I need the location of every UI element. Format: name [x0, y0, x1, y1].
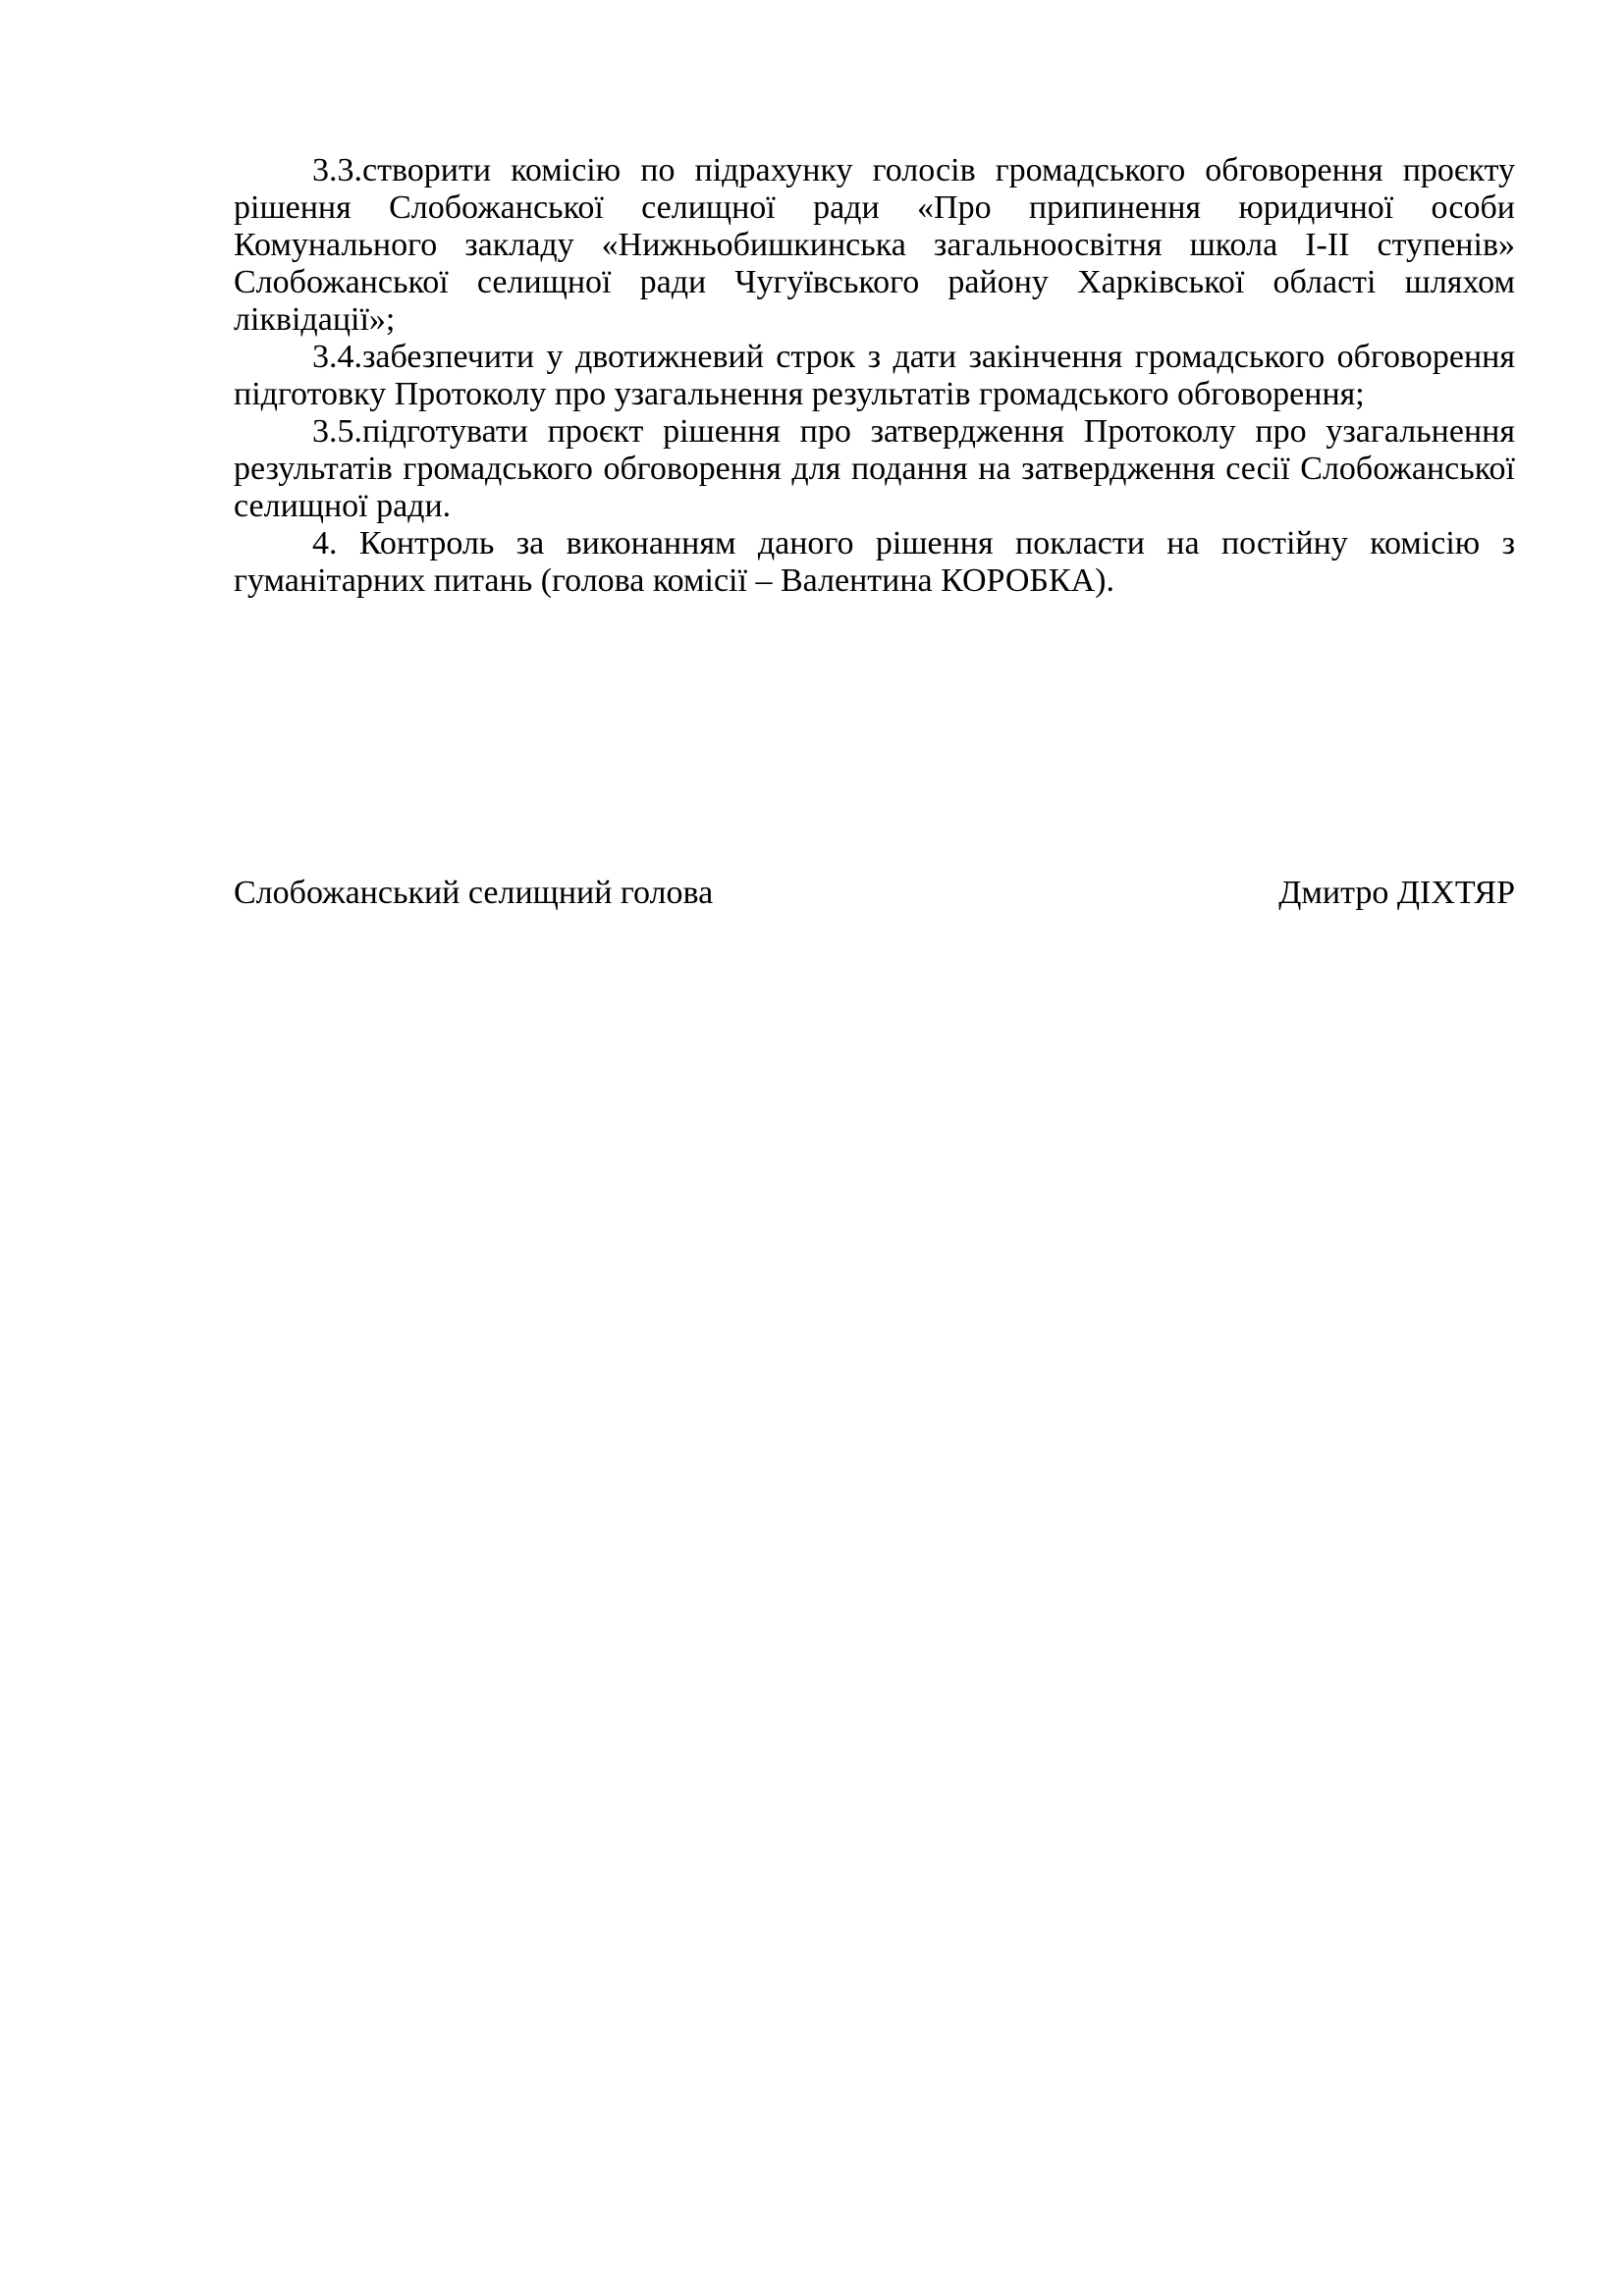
paragraph-3-3: 3.3.створити комісію по підрахунку голосів громадського обговорення проєкту рішення Слобожанської селищної ради «Про припинення юридичної особи Комунального закладу «Нижньобишкинська загальноосвітня школа І-ІІ ступенів» Слобожанської селищної ради Чугуївського району Харківської області шляхом ліквідації»;: [234, 152, 1515, 338]
paragraph-4: 4. Контроль за виконанням даного рішення покласти на постійну комісію з гуманітарних питань (голова комісії – Валентина КОРОБКА).: [234, 525, 1515, 599]
document-body: [234, 152, 1515, 600]
paragraph-3-4: 3.4.забезпечити у двотижневий строк з дати закінчення громадського обговорення підготовку Протоколу про узагальнення результатів громадського обговорення;: [234, 339, 1515, 412]
paragraph-3-5: 3.5.підготувати проєкт рішення про затвердження Протоколу про узагальнення результатів громадського обговорення для подання на затвердження сесії Слобожанської селищної ради.: [234, 413, 1515, 524]
signatory-title: Слобожанський селищний голова: [234, 875, 714, 911]
signature-block: [234, 875, 1515, 914]
signatory-name: Дмитро ДІХТЯР: [1278, 875, 1515, 911]
